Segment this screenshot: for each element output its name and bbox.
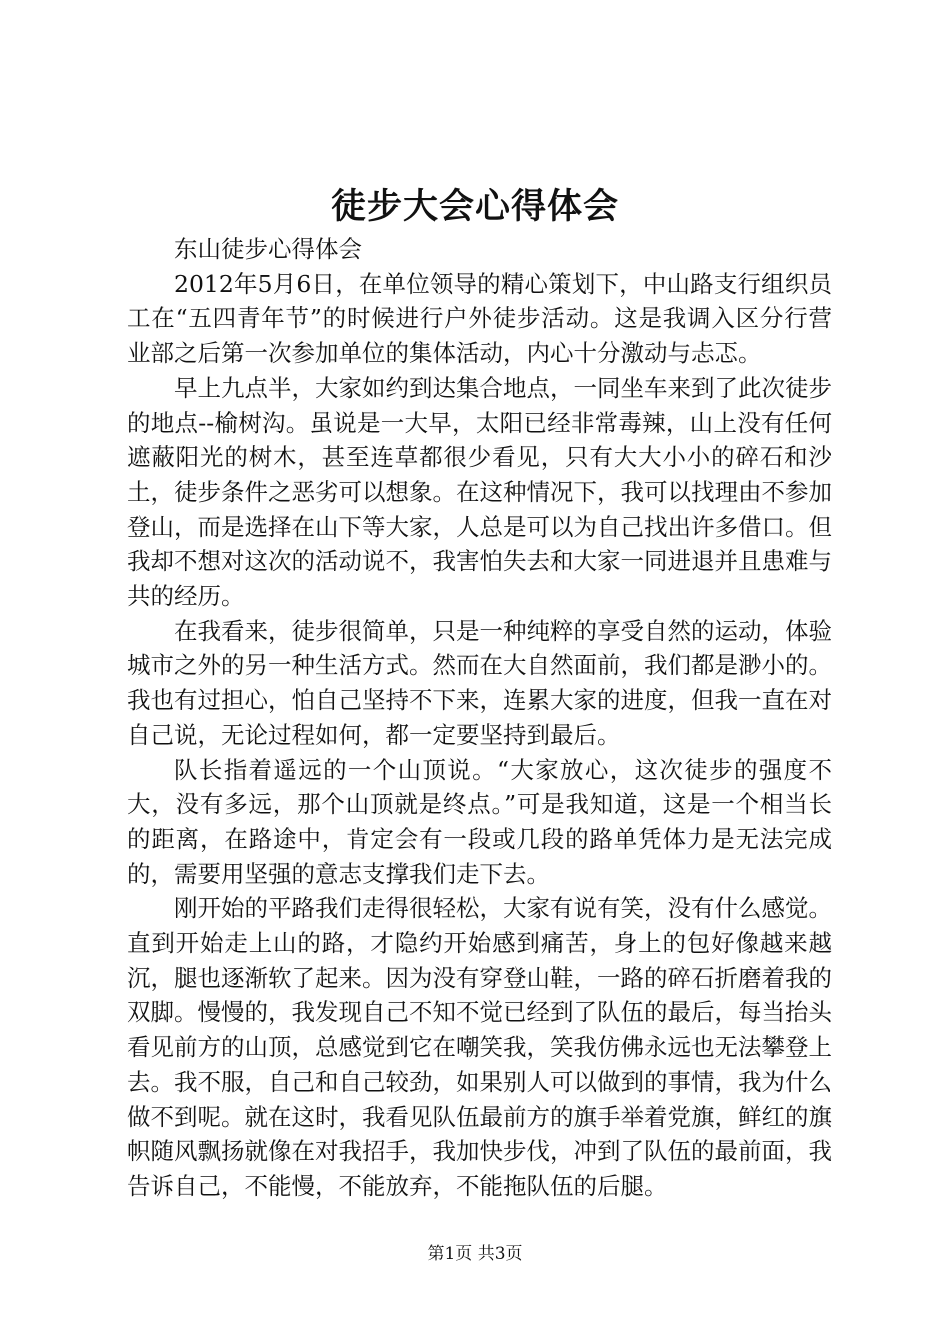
paragraph: 早上九点半，大家如约到达集合地点，一同坐车来到了此次徒步的地点--榆树沟。虽说是一大早，太阳已经非常毒辣，山上没有任何遮蔽阳光的树木，甚至连草都很少看见，只有大大小小的碎石和沙土，徒步条件之恶劣可以想象。在这种情况下，我可以找理由不参加登山，而是选择在山下等大家，人总是可以为自己找出许多借口。但我却不想对这次的活动说不，我害怕失去和大家一同进退并且患难与共的经历。 (127, 373, 832, 611)
document-title: 徒步大会心得体会 (330, 186, 619, 227)
document-body (127, 232, 832, 1204)
paragraph: 2012年5月6日，在单位领导的精心策划下，中山路支行组织员工在“五四青年节”的时候进行户外徒步活动。这是我调入区分行营业部之后第一次参加单位的集体活动，内心十分激动与忐忑。 (127, 269, 832, 368)
paragraph: 队长指着遥远的一个山顶说。“大家放心，这次徒步的强度不大，没有多远，那个山顶就是终点。”可是我知道，这是一个相当长的距离，在路途中，肯定会有一段或几段的路单凭体力是无法完成的，需要用坚强的意志支撑我们走下去。 (127, 755, 832, 888)
paragraph-subtitle: 东山徒步心得体会 (174, 235, 362, 263)
paragraph: 刚开始的平路我们走得很轻松，大家有说有笑，没有什么感觉。直到开始走上山的路，才隐约开始感到痛苦，身上的包好像越来越沉，腿也逐渐软了起来。因为没有穿登山鞋，一路的碎石折磨着我的双脚。慢慢的，我发现自己不知不觉已经到了队伍的最后，每当抬头看见前方的山顶，总感觉到它在嘲笑我，笑我仿佛永远也无法攀登上去。我不服，自己和自己较劲，如果别人可以做到的事情，我为什么做不到呢。就在这时，我看见队伍最前方的旗手举着党旗，鲜红的旗帜随风飘扬就像在对我招手，我加快步伐，冲到了队伍的最前面，我告诉自己，不能慢，不能放弃，不能拖队伍的后腿。 (127, 894, 832, 1200)
page-indicator: 第1页 共3页 (427, 1244, 523, 1264)
page-footer (0, 1242, 950, 1266)
paragraph: 在我看来，徒步很简单，只是一种纯粹的享受自然的运动，体验城市之外的另一种生活方式。然而在大自然面前，我们都是渺小的。我也有过担心，怕自己坚持不下来，连累大家的进度，但我一直在对自己说，无论过程如何，都一定要坚持到最后。 (127, 616, 832, 749)
